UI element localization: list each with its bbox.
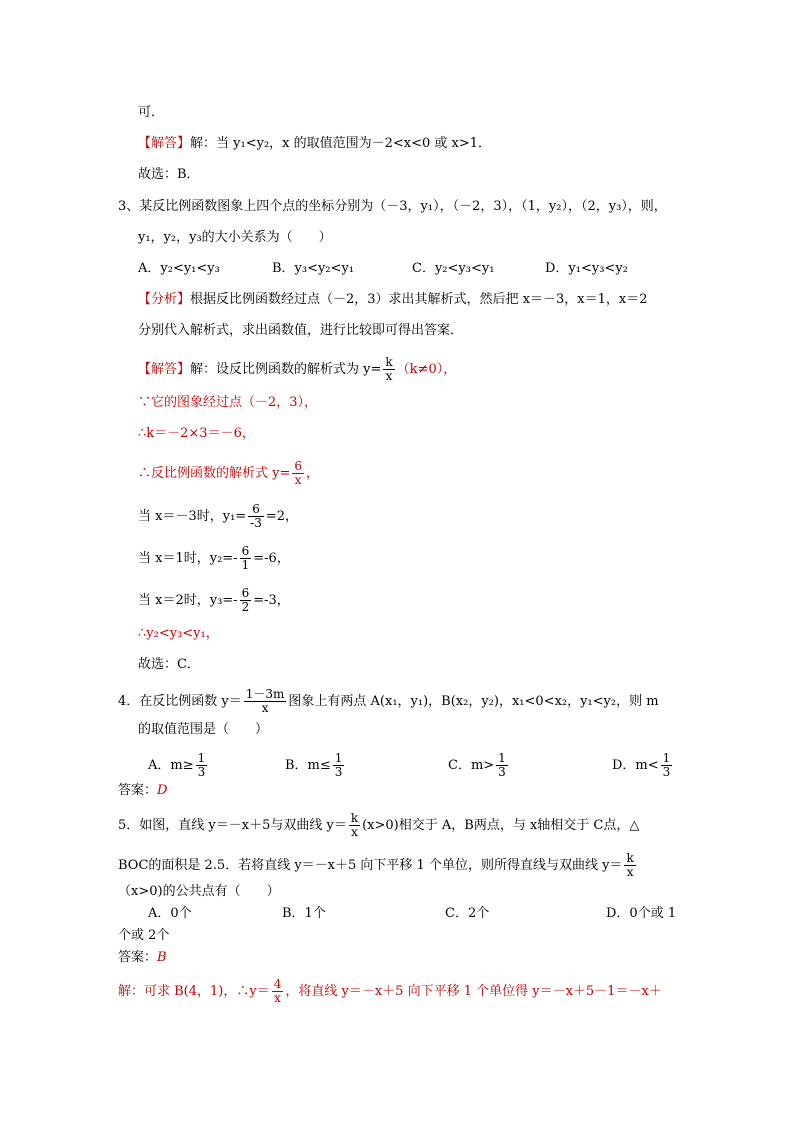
step-text: =2， (265, 509, 299, 524)
q5-option-a: A．0个 (148, 906, 192, 921)
fraction (383, 356, 394, 383)
q4-option-d (612, 752, 674, 779)
question-5-stem (118, 812, 639, 839)
answer-value: B (157, 950, 167, 965)
question-4-stem-2: 的取值范围是（ ） (138, 722, 269, 737)
q4-option-b (285, 752, 346, 779)
fraction (272, 978, 284, 1005)
answer-value: D (157, 783, 168, 798)
q5-solution (118, 978, 662, 1005)
numerator: 4 (273, 977, 282, 991)
denominator: 2 (241, 600, 250, 614)
fraction (240, 587, 252, 614)
numerator: 1 (498, 751, 506, 765)
answer-tag: 【解答】 (138, 136, 191, 151)
step-text: =-3， (253, 593, 290, 608)
analysis-tag: 【分析】 (138, 292, 191, 307)
numerator: k (350, 811, 359, 825)
stem-text: 4．在反比例函数 y＝ (118, 694, 242, 709)
answer-text: 解：设反比例函数的解析式为 y= (190, 362, 382, 377)
denominator: x (626, 865, 634, 879)
question-5-stem-2 (118, 852, 638, 879)
q3-choice: 故选：C． (138, 657, 200, 672)
q5-option-b: B．1个 (282, 906, 326, 921)
denominator: 3 (334, 765, 343, 779)
denominator: -3 (250, 516, 262, 530)
solution-text: 解：可求 B(4，1)，∴y＝ (118, 984, 270, 999)
solution-text: ，将直线 y＝－x＋5 向下平移 1 个单位得 y＝－x＋5－1＝－x＋ (285, 984, 662, 999)
fraction (240, 545, 252, 572)
fraction (244, 688, 287, 715)
denominator: x (351, 825, 358, 839)
question-3-stem-2: y₁，y₂，y₃的大小关系为（ ） (138, 230, 332, 245)
answer-label: 答案： (118, 783, 158, 798)
q3-step (138, 503, 298, 530)
question-5-stem-3: （x>0)的公共点有（ ） (118, 884, 280, 899)
analysis-text: 根据反比例函数经过点（－2，3）求出其解析式，然后把 x＝－3，x＝1，x＝2 (190, 292, 648, 307)
q3-step: ∵它的图象经过点（－2，3）， (138, 395, 318, 410)
denominator: x (294, 473, 302, 487)
denominator: x (261, 701, 269, 715)
numerator: 1－3m (245, 687, 285, 701)
fraction (196, 752, 208, 779)
fraction (661, 752, 673, 779)
fraction (248, 503, 264, 530)
option-text: C．m> (448, 758, 495, 773)
stem-text: 图象上有两点 A(x₁，y₁)，B(x₂，y₂)，x₁<0<x₂，y₁<y₂，则 m (288, 694, 659, 709)
numerator: k (626, 851, 634, 865)
q3-option-b: B．y₃<y₂<y₁ (272, 261, 355, 276)
fraction (333, 752, 345, 779)
denominator: 3 (197, 765, 206, 779)
fraction (349, 812, 360, 839)
q5-answer (118, 949, 167, 967)
answer-text: （k≠0）， (396, 362, 457, 377)
stem-text: 5．如图，直线 y＝－x＋5与双曲线 y＝ (118, 818, 347, 833)
numerator: k (385, 355, 393, 369)
q4-answer (118, 782, 167, 800)
q3-step (138, 460, 319, 487)
denominator: 3 (498, 765, 506, 779)
numerator: 1 (334, 751, 343, 765)
denominator: x (385, 369, 393, 383)
q3-analysis (138, 291, 648, 309)
q3-step: ∴k＝－2×3＝－6， (138, 426, 255, 441)
q5-option-d-cont: 个或 2个 (118, 928, 170, 943)
answer-tag: 【解答】 (138, 362, 191, 377)
step-text: =-6， (253, 551, 290, 566)
numerator: 6 (248, 503, 264, 517)
stem-text: (x>0)相交于 A，B两点，与 x轴相交于 C点，△ (362, 818, 640, 833)
option-text: D．m< (612, 758, 659, 773)
step-text: 当 x＝－3时，y₁= (138, 509, 247, 524)
numerator: 6 (294, 459, 303, 473)
step-text: ∴反比例函数的解析式 y= (138, 466, 291, 481)
numerator: 1 (662, 751, 671, 765)
question-4-stem (118, 688, 659, 715)
answer-line (138, 135, 491, 153)
step-text: 当 x＝2时，y₃=- (138, 593, 238, 608)
numerator: 6 (241, 544, 250, 558)
q5-option-c: C．2个 (445, 906, 490, 921)
option-text: A．m≥ (148, 758, 194, 773)
question-3-stem: 3、某反比例函数图象上四个点的坐标分别为（－3，y₁），（－2，3），（1，y₂），（2，y₃），则， (118, 199, 667, 214)
option-text: B．m≤ (285, 758, 331, 773)
q3-step (138, 587, 290, 614)
q5-option-d: D．0个或 1 (606, 906, 677, 921)
answer-label: 答案： (118, 950, 158, 965)
q3-step: ∴y₂<y₃<y₁， (138, 626, 219, 641)
step-text: ， (306, 466, 320, 481)
step-text: 当 x＝1时，y₂=- (138, 551, 238, 566)
q4-option-a (148, 752, 209, 779)
text-line: 可． (138, 105, 165, 120)
q3-answer (138, 356, 456, 383)
q3-option-d: D．y₁<y₃<y₂ (545, 261, 628, 276)
q3-analysis-2: 分别代入解析式，求出函数值，进行比较即可得出答案． (138, 323, 464, 338)
stem-text: BOC的面积是 2.5．若将直线 y＝－x＋5 向下平移 1 个单位，则所得直线与双曲线 y＝ (118, 858, 623, 873)
denominator: 3 (662, 765, 671, 779)
denominator: 1 (241, 558, 250, 572)
answer-text: 解：当 y₁<y₂，x 的取值范围为－2<x<0 或 x>1． (190, 136, 492, 151)
q3-option-a: A．y₂<y₁<y₃ (138, 261, 220, 276)
fraction (292, 460, 304, 487)
fraction (496, 752, 508, 779)
fraction (624, 852, 635, 879)
q4-option-c (448, 752, 510, 779)
q3-step (138, 545, 290, 572)
choice-line: 故选：B． (138, 167, 200, 182)
q3-option-c: C．y₂<y₃<y₁ (412, 261, 495, 276)
numerator: 1 (197, 751, 206, 765)
denominator: x (274, 991, 281, 1005)
numerator: 6 (241, 586, 250, 600)
